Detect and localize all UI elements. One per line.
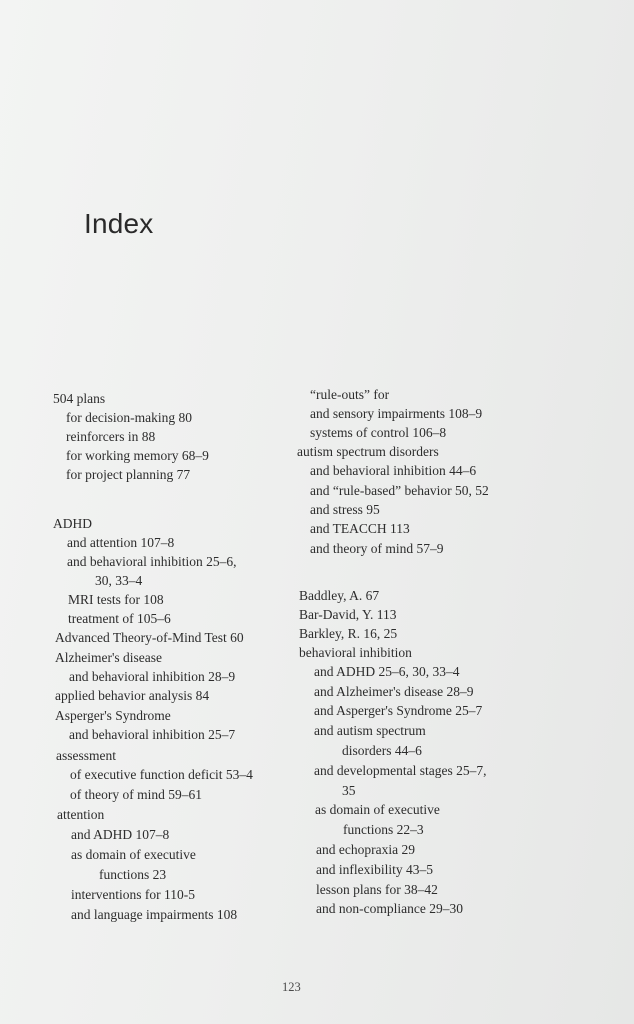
index-subentry: and behavioral inhibition 44–6: [310, 463, 477, 478]
index-entry: behavioral inhibition: [299, 645, 412, 660]
index-subentry: and “rule-based” behavior 50, 52: [310, 483, 489, 498]
index-subentry: and Asperger's Syndrome 25–7: [314, 703, 483, 718]
index-entry: Alzheimer's disease: [55, 650, 163, 665]
index-subentry: and developmental stages 25–7,: [314, 763, 487, 778]
index-subentry: and ADHD 107–8: [71, 827, 170, 842]
index-continuation: functions 22–3: [343, 822, 424, 837]
index-subentry: and language impairments 108: [71, 907, 238, 922]
index-subentry: as domain of executive: [71, 847, 196, 862]
index-subentry: and behavioral inhibition 25–6,: [67, 554, 237, 569]
index-subentry: and autism spectrum: [314, 723, 426, 738]
index-subentry: and stress 95: [310, 502, 380, 517]
index-subentry: as domain of executive: [315, 802, 440, 817]
index-entry: Asperger's Syndrome: [55, 708, 171, 723]
page-title: Index: [84, 208, 154, 239]
index-subentry: and behavioral inhibition 25–7: [69, 727, 236, 742]
index-subentry: and ADHD 25–6, 30, 33–4: [314, 664, 460, 679]
index-subentry: and inflexibility 43–5: [316, 862, 433, 877]
index-continuation: disorders 44–6: [342, 743, 422, 758]
index-subentry: of theory of mind 59–61: [70, 787, 202, 802]
index-subentry: and non-compliance 29–30: [316, 901, 463, 916]
index-subentry: and behavioral inhibition 28–9: [69, 669, 236, 684]
index-subentry: reinforcers in 88: [66, 429, 156, 444]
index-entry: Bar-David, Y. 113: [299, 607, 397, 622]
index-subentry: and sensory impairments 108–9: [310, 406, 483, 421]
index-subentry: “rule-outs” for: [310, 387, 390, 402]
index-subentry: and echopraxia 29: [316, 842, 415, 857]
index-entry: autism spectrum disorders: [297, 444, 439, 459]
index-subentry: treatment of 105–6: [68, 611, 171, 626]
index-entry: 504 plans: [53, 391, 106, 406]
index-entry: assessment: [56, 748, 116, 763]
index-entry: systems of control 106–8: [310, 425, 447, 440]
index-entry: applied behavior analysis 84: [55, 688, 210, 703]
index-subentry: lesson plans for 38–42: [316, 882, 438, 897]
index-subentry: of executive function deficit 53–4: [70, 767, 253, 782]
index-subentry: for decision-making 80: [66, 410, 192, 425]
index-continuation: 35: [342, 783, 356, 798]
index-subentry: and Alzheimer's disease 28–9: [314, 684, 474, 699]
index-continuation: 30, 33–4: [95, 573, 143, 588]
index-subentry: and theory of mind 57–9: [310, 541, 444, 556]
index-entry: attention: [57, 807, 105, 822]
index-entry: Barkley, R. 16, 25: [299, 626, 398, 641]
index-continuation: functions 23: [99, 867, 167, 882]
index-entry: ADHD: [53, 516, 92, 531]
index-entry: Baddley, A. 67: [299, 588, 380, 603]
index-subentry: and attention 107–8: [67, 535, 175, 550]
page-number: 123: [282, 980, 301, 994]
index-entry: Advanced Theory-of-Mind Test 60: [55, 630, 244, 645]
index-subentry: and TEACCH 113: [310, 521, 410, 536]
index-subentry: interventions for 110-5: [71, 887, 195, 902]
index-subentry: MRI tests for 108: [68, 592, 164, 607]
index-subentry: for project planning 77: [66, 467, 191, 482]
index-subentry: for working memory 68–9: [66, 448, 209, 463]
